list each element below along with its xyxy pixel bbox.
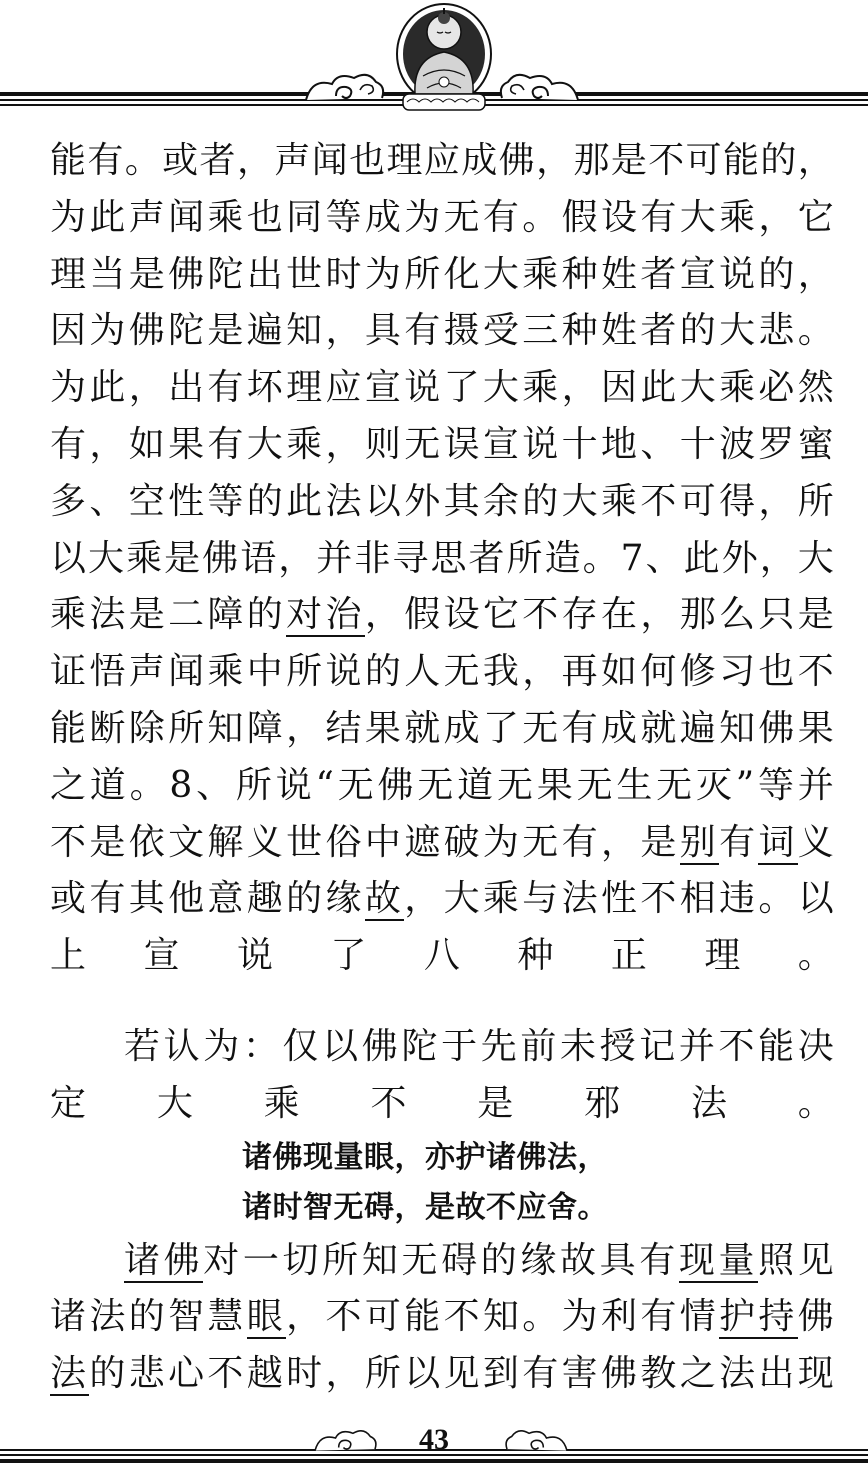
underlined-term: 护持 [719,1296,798,1338]
text-segment: 对一切所知无碍的缘故具有 [203,1239,679,1281]
text-line [50,303,835,360]
text-segment: 理当是佛陀出世时为所化大乘种姓者宣说的， [50,253,835,295]
text-segment: 乘法是二障的 [50,594,287,636]
text-segment: 有 [719,821,759,863]
text-segment: 为此声闻乘也同等成为无有。假设有大乘，它 [50,196,835,238]
text-segment: 定大乘不是邪法。 [50,1082,835,1124]
text-segment: 上宣说了八种正理。 [50,935,835,977]
page-number: 43 [419,1423,449,1456]
text-segment: 为此，出有坏理应宣说了大乘，因此大乘必然 [50,367,835,409]
text-segment: 佛 [797,1296,835,1338]
text-line [50,474,835,531]
text-line [50,1289,835,1346]
text-segment: 照见 [758,1239,836,1281]
text-line [50,644,835,701]
text-line [50,247,835,304]
text-line [50,815,835,872]
text-segment: ，假设它不存在，那么只是 [364,594,836,636]
paragraph-main [50,133,835,985]
text-line [50,587,835,644]
page-content [50,133,835,1403]
buddha-figure-icon [393,2,495,112]
text-line [50,701,835,758]
text-segment: ，大乘与法性不相违。以 [404,878,835,920]
text-segment: 之道。8、所说“无佛无道无果无生无灭”等并 [50,764,835,806]
text-segment: 有，如果有大乘，则无误宣说十地、十波罗蜜 [50,423,835,465]
verse-line: 诸佛现量眼，亦护诸佛法， [242,1139,608,1175]
text-line [50,1019,835,1076]
text-segment: ，不可能不知。为利有情 [286,1296,720,1338]
text-line [50,531,835,588]
text-segment: 诸法的智慧 [50,1296,247,1338]
underlined-term: 故 [364,878,405,920]
text-segment: 证悟声闻乘中所说的人无我，再如何修习也不 [50,651,835,693]
text-segment: 的悲心不越时，所以见到有害佛教之法出现 [89,1353,835,1395]
text-line [50,360,835,417]
text-line [50,190,835,247]
verse-block [50,1133,835,1233]
verse-line: 诸时智无碍，是故不应舍。 [242,1189,608,1225]
text-segment: 能有。或者，声闻也理应成佛，那是不可能的， [50,140,835,181]
text-line [50,1233,835,1290]
cloud-ornament-right-icon [498,70,582,108]
cloud-ornament-left-icon [302,70,386,108]
underlined-term: 对治 [286,594,365,636]
text-segment: 以大乘是佛语，并非寻思者所造。7、此外，大 [50,537,835,579]
text-segment: 多、空性等的此法以外其余的大乘不可得，所 [50,480,835,522]
underlined-term: 诸佛 [124,1239,204,1281]
text-line [50,928,835,985]
paragraph-objection [50,1019,835,1133]
text-line [50,871,835,928]
underlined-term: 眼 [246,1296,287,1338]
text-line [50,417,835,474]
text-segment: 因为佛陀是遍知，具有摄受三种姓者的大悲。 [50,310,835,352]
text-segment: 若认为：仅以佛陀于先前未授记并不能决 [124,1025,835,1067]
text-line [50,1076,835,1133]
underlined-term: 法 [50,1353,90,1395]
text-segment: 能断除所知障，结果就成了无有成就遍知佛果 [50,707,835,749]
page-header [0,0,868,120]
underlined-term: 现量 [678,1239,759,1281]
underlined-term: 词 [758,821,798,863]
underlined-term: 别 [679,821,720,863]
text-segment: 或有其他意趣的缘 [50,878,365,920]
text-segment: 义 [797,821,835,863]
text-line [50,758,835,815]
text-line [50,1346,835,1403]
text-line [50,133,835,190]
paragraph-commentary [50,1233,835,1403]
text-segment: 不是依文解义世俗中遮破为无有，是 [50,821,680,863]
